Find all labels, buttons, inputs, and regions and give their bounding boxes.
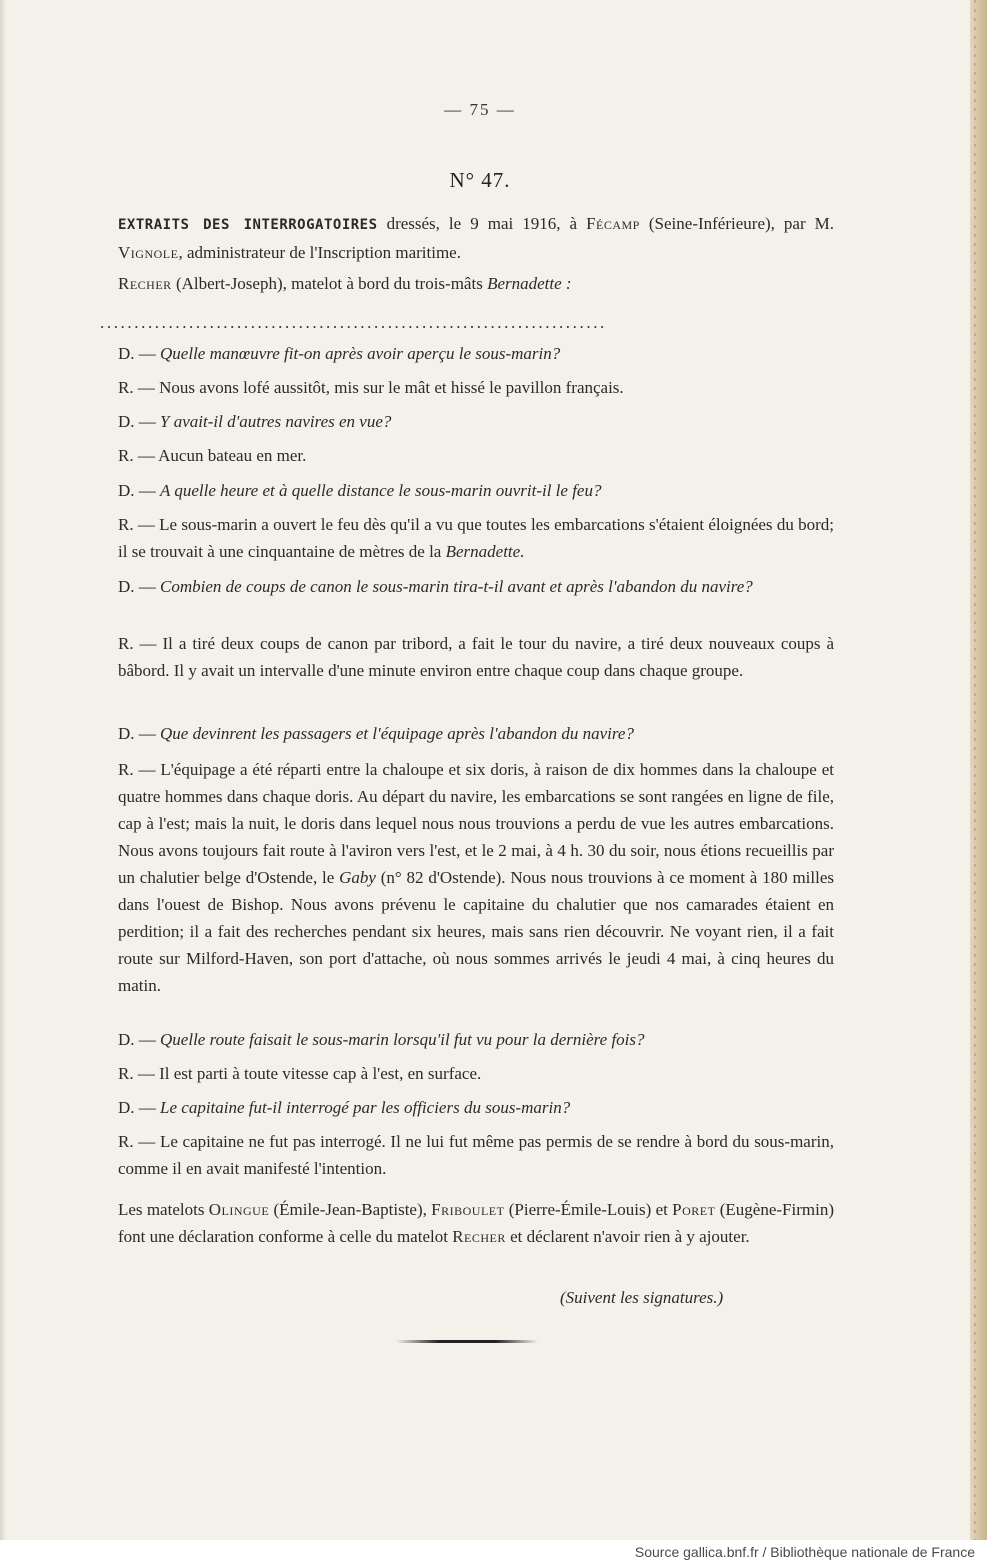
qa-1: [118, 340, 834, 367]
qa-14: [118, 1128, 834, 1182]
question-text: Quelle manœuvre fit-on après avoir aperçu le sous-marin?: [160, 344, 561, 363]
qa-11: [118, 1026, 834, 1053]
intro-text-3: , administrateur de l'Inscription maritime.: [178, 243, 461, 262]
page-folio: — 75 —: [444, 100, 516, 119]
qa-10: [118, 756, 834, 999]
boat-name: Gaby: [339, 868, 376, 887]
ship-name: Bernadette.: [445, 542, 525, 561]
answer-text: Le capitaine ne fut pas interrogé. Il ne lui fut même pas permis de se rendre à bord du sous-marin, comme il en avait manifesté l'intention.: [118, 1132, 834, 1178]
closing-text-3: (Pierre-Émile-Louis) et: [504, 1200, 673, 1219]
closing-text-2: (Émile-Jean-Baptiste),: [269, 1200, 432, 1219]
page-gutter-shadow: [0, 0, 6, 1540]
source-bar: [0, 1540, 987, 1566]
question-text: Y avait-il d'autres navires en vue?: [160, 412, 392, 431]
end-rule: [396, 1340, 538, 1343]
witness-line: [118, 270, 834, 297]
answer-text: Il a tiré deux coups de canon par tribord, a fait le tour du navire, a tiré deux nouveaux coups à bâbord. Il y avait un intervalle d'une minute environ entre chaque coup dans chaque groupe.: [118, 634, 834, 680]
intro-place: Fécamp: [586, 214, 640, 233]
qa-4: [118, 442, 834, 469]
document-number: N° 47.: [449, 168, 511, 192]
witness-ship: Bernadette :: [487, 274, 572, 293]
answer-text: Nous avons lofé aussitôt, mis sur le mât et hissé le pavillon français.: [159, 378, 624, 397]
qa-3: [118, 408, 834, 435]
qa-prefix: D. —: [118, 1098, 161, 1117]
qa-prefix: D. —: [118, 412, 161, 431]
qa-13: [118, 1094, 834, 1121]
intro-text-1: dressés, le 9 mai 1916, à: [377, 214, 587, 233]
qa-2: [118, 374, 834, 401]
sailor-name: Olingue: [208, 1200, 270, 1219]
closing-text-4: (Eugène-Firmin) font une déclaration conforme à celle du matelot: [118, 1200, 834, 1246]
intro-officer: Vignole: [118, 243, 179, 262]
qa-prefix: D. —: [118, 577, 161, 596]
closing-paragraph: [118, 1196, 834, 1250]
witness-name: Recher: [118, 274, 172, 293]
question-text: Que devinrent les passagers et l'équipage après l'abandon du navire?: [160, 724, 634, 743]
qa-9: [118, 720, 834, 747]
signatures-note: (Suivent les signatures.): [560, 1288, 724, 1307]
answer-text: Aucun bateau en mer.: [158, 446, 307, 465]
qa-prefix: R. —: [118, 1132, 160, 1151]
question-text: Quelle route faisait le sous-marin lorsqu'il fut vu pour la dernière fois?: [160, 1030, 645, 1049]
question-text: A quelle heure et à quelle distance le sous-marin ouvrit-il le feu?: [160, 481, 602, 500]
sailor-name: Friboulet: [431, 1200, 505, 1219]
qa-5: [118, 477, 834, 504]
sailor-name: Poret: [672, 1200, 716, 1219]
qa-prefix: D. —: [118, 1030, 161, 1049]
qa-prefix: R. —: [118, 1064, 160, 1083]
question-text: Le capitaine fut-il interrogé par les officiers du sous-marin?: [160, 1098, 571, 1117]
answer-text: Le sous-marin a ouvert le feu dès qu'il a vu que toutes les embarcations s'étaient éloignées du bord; il se trouvait à une cinquantaine de mètres de la: [118, 515, 834, 561]
qa-7: [118, 573, 834, 600]
sailor-name: Recher: [452, 1227, 506, 1246]
answer-text-cont: (n° 82 d'Ostende). Nous nous trouvions à ce moment à 180 milles dans l'ouest de Bishop. Nous avons prévenu le capitaine du chalutier que nos camarades étaient en perdition; il a fait des recherches pendant six heures, mais sans rien découvrir. Ne voyant rien, il a fait route sur Milford-Haven, son port d'attache, où nous sommes arrivés le jeudi 4 mai, à cinq heures du matin.: [118, 868, 834, 995]
answer-text: Il est parti à toute vitesse cap à l'est, en surface.: [159, 1064, 482, 1083]
qa-prefix: D. —: [118, 724, 161, 743]
qa-8: [118, 630, 834, 684]
qa-prefix: R. —: [118, 634, 163, 653]
question-text: Combien de coups de canon le sous-marin tira-t-il avant et après l'abandon du navire?: [160, 577, 753, 596]
intro-text-2: (Seine-Inférieure), par M.: [639, 214, 834, 233]
ellipsis-line: ..........................................................................: [100, 313, 607, 332]
qa-prefix: D. —: [118, 344, 161, 363]
qa-6: [118, 511, 834, 565]
qa-prefix: R. —: [118, 446, 159, 465]
qa-prefix: R. —: [118, 515, 160, 534]
closing-text-5: et déclarent n'avoir rien à y ajouter.: [505, 1227, 750, 1246]
qa-prefix: R. —: [118, 378, 160, 397]
source-credit: Source gallica.bnf.fr / Bibliothèque nationale de France: [634, 1544, 975, 1560]
answer-text: L'équipage a été réparti entre la chaloupe et six doris, à raison de dix hommes dans la chaloupe et quatre hommes dans chaque doris. Au départ du navire, les embarcations se sont rangées en ligne de file, cap à l'est; mais la nuit, le doris dans lequel nous nous trouvions a perdu de vue les autres embarcations. Nous avons toujours fait route à l'aviron vers l'est, et le 2 mai, à 4 h. 30 du soir, nous étions recueillis par un chalutier belge d'Ostende, le: [118, 760, 834, 887]
witness-text: (Albert-Joseph), matelot à bord du trois-mâts: [171, 274, 488, 293]
qa-prefix: R. —: [118, 760, 161, 779]
qa-prefix: D. —: [118, 481, 161, 500]
qa-12: [118, 1060, 834, 1087]
closing-text-1: Les matelots: [118, 1200, 209, 1219]
page-edge: [970, 0, 987, 1540]
intro-heading: EXTRAITS DES INTERROGATOIRES: [118, 217, 378, 233]
intro-paragraph: [118, 210, 834, 266]
